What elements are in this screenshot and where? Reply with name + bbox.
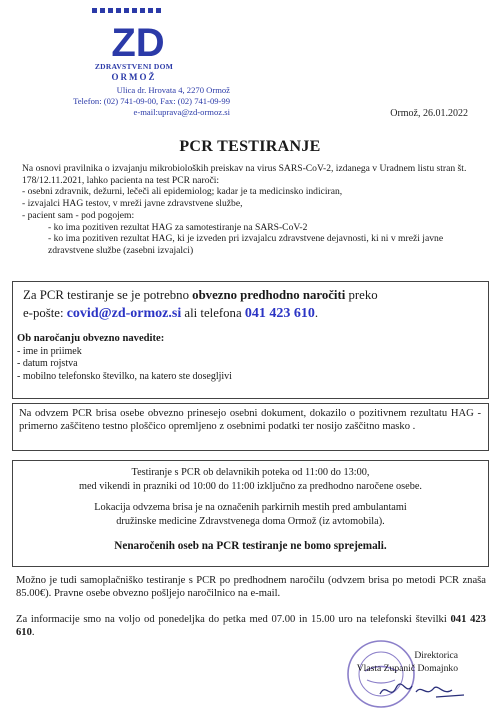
schedule-box bbox=[12, 460, 489, 567]
intro-text bbox=[22, 163, 482, 257]
location-line-2: družinske medicine Zdravstvenega doma Ormož (iz avtomobila). bbox=[116, 516, 385, 527]
phone-fax: Telefon: (02) 741-09-00, Fax: (02) 741-09-99 bbox=[73, 96, 230, 106]
signature-block bbox=[318, 650, 458, 675]
organization-city: ORMOŽ bbox=[111, 72, 157, 82]
list-item: - ime in priimek bbox=[17, 346, 82, 357]
signatory-name: Vlasta Zupanič Domajnko bbox=[356, 662, 458, 674]
location-line-1: Lokacija odvzema brisa je na označenih parkirnih mestih pred ambulantami bbox=[94, 502, 407, 513]
no-walkins-notice: Nenaročenih oseb na PCR testiranje ne bomo sprejemali. bbox=[114, 540, 387, 552]
booking-line-2: e-pošte: covid@zd-ormoz.si ali telefona 041 423 610. bbox=[23, 306, 319, 321]
self-pay-paragraph: Možno je tudi samoplačniško testiranje s PCR po predhodnem naročilu (odvzem brisa po metodi PCR znaša 85.00€). Pravne osebe obvezno pošljejo naročilnico na e-mail. bbox=[16, 575, 486, 600]
organization-name: ZDRAVSTVENI DOM bbox=[94, 62, 174, 71]
booking-box bbox=[12, 281, 489, 399]
intro-sub-item: - ko ima pozitiven rezultat HAG za samotestiranje na SARS-CoV-2 bbox=[48, 221, 308, 233]
booking-line-1: Za PCR testiranje se je potrebno obvezno predhodno naročiti preko bbox=[23, 288, 378, 302]
booking-list bbox=[17, 346, 232, 383]
intro-item: - osebni zdravnik, dežurni, lečeči ali epidemiolog; kadar je ta medicinsko indiciran, bbox=[22, 186, 343, 198]
booking-required: obvezno predhodno naročiti bbox=[192, 288, 346, 302]
list-item: - datum rojstva bbox=[17, 358, 78, 370]
documents-text: Na odvzem PCR brisa osebe obvezno prinesejo osebni dokument, dokazilo o pozitivnem rezultatu HAG - primerno zaščiteno testno ploščico opremljeno z osebnimi podatki ter nosijo zaščitno masko . bbox=[19, 408, 481, 432]
booking-phone[interactable]: 041 423 610 bbox=[244, 306, 315, 321]
intro-sub-item: - ko ima pozitiven rezultat HAG, ki je izveden pri izvajalcu zdravstvene dejavnosti, ki ni v mreži javne zdravstvene službe (zasebni izvajalci) bbox=[48, 233, 444, 256]
header-email: e-mail:uprava@zd-ormoz.si bbox=[133, 107, 230, 117]
logo-letters: ZD bbox=[111, 21, 165, 65]
intro-paragraph: Na osnovi pravilnika o izvajanju mikrobioloških preiskav na virus SARS-CoV-2, izdanega v Uradnem listu stran št. 178/12.11.2021, lahko pacienta na test PCR naroči: bbox=[22, 163, 467, 186]
schedule-weekends: med vikendi in prazniki od 10:00 do 11:00 izključno za predhodno naročene osebe. bbox=[78, 481, 423, 492]
address: Ulica dr. Hrovata 4, 2270 Ormož bbox=[116, 85, 230, 95]
schedule-weekdays: Testiranje s PCR ob delavnikih poteka od 11:00 do 13:00, bbox=[131, 467, 370, 478]
page-title: PCR TESTIRANJE bbox=[179, 138, 321, 155]
signatory-role: Direktorica bbox=[414, 650, 458, 661]
documents-box bbox=[12, 403, 489, 451]
handwritten-signature bbox=[376, 678, 476, 702]
intro-item: - pacient sam - pod pogojem: bbox=[22, 209, 135, 221]
zd-logo bbox=[78, 6, 198, 66]
intro-item: - izvajalci HAG testov, v mreži javne zdravstvene službe, bbox=[22, 198, 243, 210]
info-phone[interactable]: 041 423 610 bbox=[16, 614, 486, 639]
booking-email-link[interactable]: covid@zd-ormoz.si bbox=[66, 306, 182, 321]
info-paragraph: Za informacije smo na voljo od ponedeljka do petka med 07.00 in 15.00 uro na telefonski številki 041 423 610. bbox=[16, 614, 486, 639]
booking-heading: Ob naročanju obvezno navedite: bbox=[17, 333, 165, 344]
list-item: - mobilno telefonsko številko, na katero ste dosegljivi bbox=[17, 370, 232, 382]
document-date: Ormož, 26.01.2022 bbox=[390, 108, 468, 119]
